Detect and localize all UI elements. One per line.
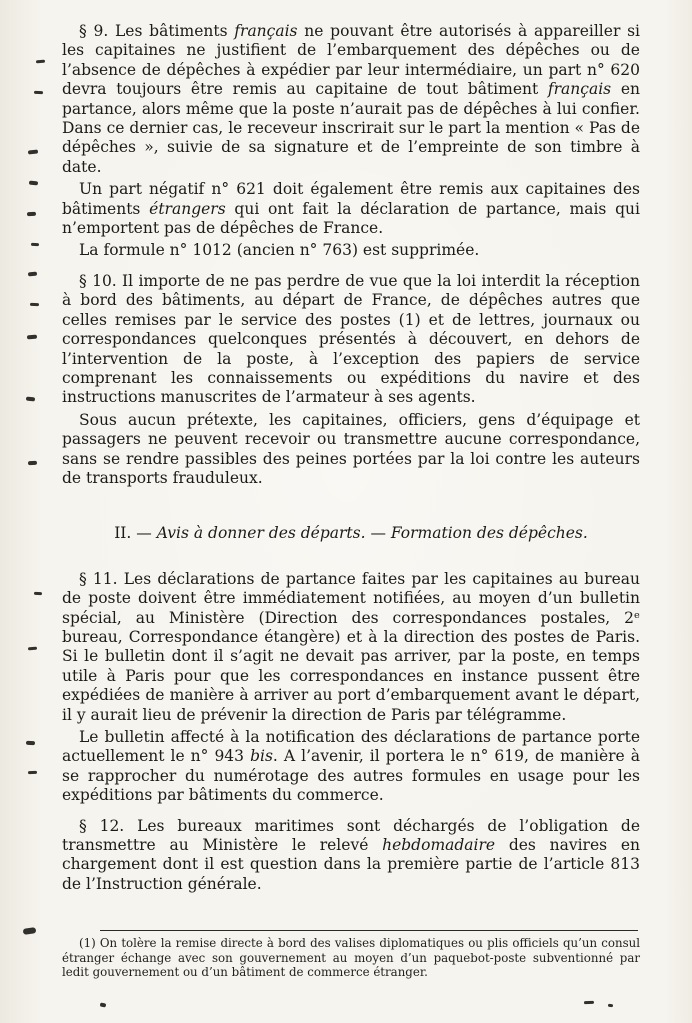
ink-speck (26, 397, 35, 402)
paragraph (62, 411, 640, 489)
italic-text-segment: français (547, 80, 612, 99)
ink-speck (36, 60, 45, 64)
paragraph (62, 570, 640, 725)
paragraph (62, 817, 640, 895)
text-segment: (1) On tolère la remise directe à bord des valises diplomatiques ou plis officiels qu’un consul étranger échange avec son gouvernement au moyen d’un paquebot-poste subventionné par ledit gouvernement ou d’un bâtiment de commerce étranger. (62, 936, 640, 980)
text-segment: § 9. Les bâtiments (79, 22, 235, 40)
ink-speck (584, 1001, 594, 1005)
ink-speck (100, 1003, 107, 1008)
paragraph (62, 22, 640, 177)
ink-speck (28, 771, 37, 774)
footnote (62, 936, 640, 980)
ink-speck (28, 647, 37, 651)
italic-text-segment: Avis à donner des départs. (156, 524, 366, 543)
text-segment: — (365, 524, 391, 543)
ink-speck (23, 927, 37, 935)
text-segment: II. — (114, 524, 157, 543)
ink-speck (28, 461, 37, 465)
text-block (62, 22, 640, 983)
italic-text-segment: étrangers (149, 199, 226, 218)
italic-text-segment: hebdomadaire (382, 836, 496, 855)
section-heading (62, 524, 640, 543)
text-segment: . A l’avenir, il portera le n° 619, de manière à se rapprocher du numérotage des autres formules en usage pour les expéditions par bâtiments du commerce. (62, 747, 640, 805)
text-segment: des navires en chargement dont il est question dans la première partie de l’article 813 de l’Instruction générale. (62, 836, 640, 893)
italic-text-segment: bis (250, 747, 273, 766)
text-segment: Un part négatif n° 621 doit également être remis aux capitaines des bâtiments (62, 180, 640, 218)
ink-speck (27, 335, 37, 340)
ink-speck (27, 212, 36, 216)
footnote-separator-rule (100, 930, 638, 931)
text-segment: Sous aucun prétexte, les capitaines, officiers, gens d’équipage et passagers ne peuvent recevoir ou transmettre aucune correspondance, sans se rendre passibles des peines portées par la loi contre les auteurs de transports frauduleux. (62, 410, 640, 487)
text-segment: § 11. Les déclarations de partance faites par les capitaines au bureau de poste doivent être immédiatement notifiées, au moyen d’un bulletin spécial, au Ministère (Direction des correspondances postales, 2ᵉ bureau, Correspondance étangère) et à la direction des postes de Paris. Si le bulletin dont il s’agit ne devait pas arriver, par la poste, en temps utile à Paris pour que les correspondances en instance pussent être expédiées de manière à arriver au port d’embarquement avant le départ, il y aurait lieu de prévenir la direction de Paris par télégramme. (62, 569, 640, 724)
ink-speck (26, 741, 35, 745)
ink-speck (29, 181, 38, 186)
text-segment: qui ont fait la déclaration de partance, mais qui n’emportent pas de dépêches de France. (62, 199, 640, 238)
ink-speck (31, 243, 39, 247)
ink-speck (34, 592, 42, 596)
ink-speck (28, 149, 38, 154)
ink-speck (34, 91, 43, 94)
italic-text-segment: français (234, 22, 298, 40)
text-segment: en partance, alors même que la poste n’aurait pas de dépêches à lui confier. Dans ce dernier cas, le receveur inscrirait sur le part la mention « Pas de dépêches », suivie de sa signature et de l’empreinte de son timbre à date. (62, 80, 640, 176)
ink-speck (28, 272, 37, 277)
paragraph (62, 180, 640, 238)
paragraph (62, 272, 640, 408)
paragraph (62, 728, 640, 806)
paragraph (62, 241, 640, 260)
text-segment: La formule n° 1012 (ancien n° 763) est supprimée. (79, 241, 480, 260)
ink-speck (608, 1004, 613, 1007)
text-segment: § 10. Il importe de ne pas perdre de vue que la loi interdit la réception à bord des bâtiments, au départ de France, de dépêches autres que celles remises par le service des postes (1) et de lettres, journaux ou correspondances quelconques présentés à découvert, en dehors de l’intervention de la poste, à l’exception des papiers de service comprenant les connaissements ou expéditions du navire et des instructions manuscrites de l’armateur à ses agents. (62, 271, 640, 407)
text-segment: Le bulletin affecté à la notification des déclarations de partance porte actuellement le n° 943 (62, 728, 640, 766)
text-segment: ne pouvant être autorisés à appareiller si les capitaines ne justifient de l’embarquement des dépêches ou de l’absence de dépêches à expédier par leur intermédiaire, un part n° 620 devra toujours être remis au capitaine de tout bâtiment (62, 22, 640, 99)
italic-text-segment: Formation des dépêches. (390, 524, 588, 543)
ink-speck (30, 303, 39, 306)
text-segment: § 12. Les bureaux maritimes sont déchargés de l’obligation de transmettre au Ministère le relevé (62, 816, 640, 855)
